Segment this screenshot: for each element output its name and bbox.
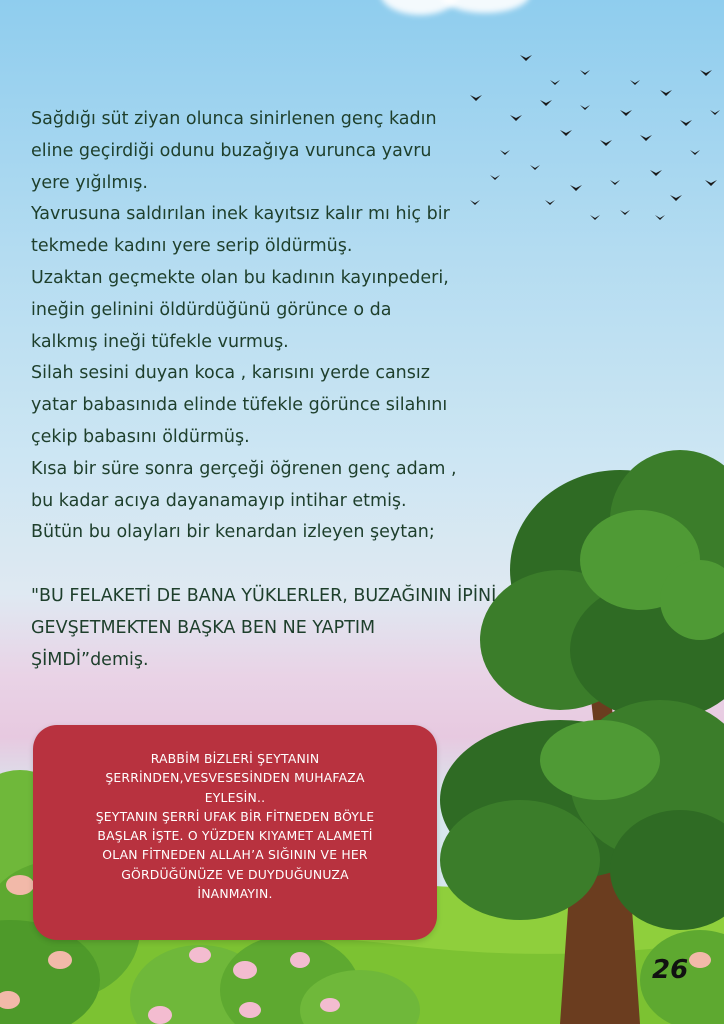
story-line: Sağdığı süt ziyan olunca sinirlenen genç kadın [31,109,437,129]
page-number: 26 [652,955,689,985]
story-line: bu kadar acıya dayanamayıp intihar etmiş. [31,490,407,511]
story-line: yere yığılmış. [31,172,148,193]
story-line: tekmede kadını yere serip öldürmüş. [31,236,353,257]
story-line: kalkmış ineği tüfekle vurmuş. [31,331,289,352]
quote-line: ŞİMDİ”demiş. [31,649,149,670]
story-line: ineğin gelinini öldürdüğünü görünce o da [31,299,392,320]
spacer [31,549,511,581]
notice-line: EYLESİN.. [204,789,266,805]
notice-line: OLAN FİTNEDEN ALLAH’A SIĞININ VE HER [102,847,368,863]
prayer-notice-box [33,725,437,940]
notice-line: İNANMAYIN. [197,886,273,902]
story-text [31,104,511,676]
notice-line: RABBİM BİZLERİ ŞEYTANIN [150,751,320,766]
notice-line: GÖRDÜĞÜNÜZE VE DUYDUĞUNUZA [121,866,349,882]
story-line: Yavrusuna saldırılan inek kayıtsız kalır mı hiç bir [31,204,450,225]
story-line: eline geçirdiği odunu buzağıya vurunca yavru [31,140,432,161]
notice-line: BAŞLAR İŞTE. O YÜZDEN KIYAMET ALAMETİ [97,828,373,844]
quote-line: GEVŞETMEKTEN BAŞKA BEN NE YAPTIM [31,617,376,638]
story-line: Silah sesini duyan koca , karısını yerde cansız [31,363,430,384]
notice-text [63,749,407,903]
notice-line: ŞERRİNDEN,VESVESESİNDEN MUHAFAZA [105,770,365,786]
story-line: Bütün bu olayları bir kenardan izleyen şeytan; [31,522,435,543]
notice-line: ŞEYTANIN ŞERRİ UFAK BİR FİTNEDEN BÖYLE [95,808,375,824]
story-line: Kısa bir süre sonra gerçeği öğrenen genç adam , [31,458,457,479]
story-line: yatar babasınıda elinde tüfekle görünce silahını [31,395,448,416]
quote-line: "BU FELAKETİ DE BANA YÜKLERLER, BUZAĞININ İPİNİ [31,585,497,606]
story-line: çekip babasını öldürmüş. [31,426,250,447]
story-line: Uzaktan geçmekte olan bu kadının kayınpederi, [31,267,449,288]
